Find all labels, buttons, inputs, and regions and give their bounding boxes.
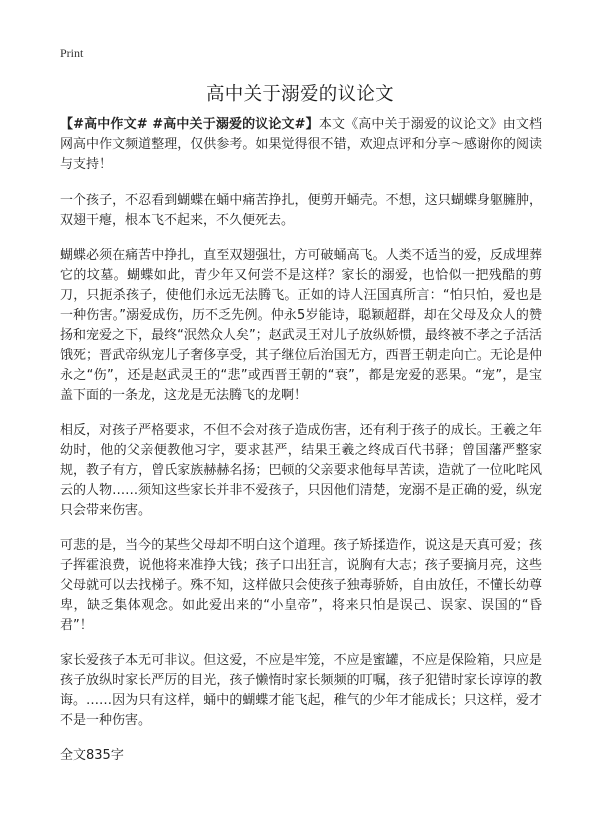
intro-paragraph bbox=[60, 115, 542, 175]
article-tags: 【#高中作文# #高中关于溺爱的议论文#】 bbox=[60, 117, 319, 132]
body-paragraph-3: 相反，对孩子严格要求，不但不会对孩子造成伤害，还有利于孩子的成长。王羲之年幼时，他的父亲便教他习字，要求甚严，结果王羲之终成百代书驿；曾国藩严整家规，教子有方，曾氏家族赫赫名扬；巴顿的父亲要求他每早苦读，造就了一位叱咤风云的人物……须知这些家长并非不爱孩子，只因他们清楚，宠溺不是正确的爱，纵宠只会带来伤害。 bbox=[60, 423, 542, 518]
intro-text: 本文《高中关于溺爱的议论文》由文档网高中作文频道整理，仅供参考。如果觉得很不错，欢迎点评和分享～感谢你的阅读与支持！ bbox=[60, 117, 542, 172]
print-link[interactable]: Print bbox=[60, 46, 84, 60]
article-body bbox=[60, 115, 542, 781]
body-paragraph-2: 蝴蝶必须在痛苦中挣扎，直至双翅强壮，方可破蛹高飞。人类不适当的爱，反成埋葬它的坟墓。蝴蝶如此，青少年又何尝不是这样？家长的溺爱，也恰似一把残酷的剪刀，只扼杀孩子，使他们永远无法腾飞。正如的诗人汪国真所言：“怕只怕，爱也是一种伤害。”溺爱成伤，历不乏先例。仲永5岁能诗，聪颖超群，却在父母及众人的赞扬和宠爱之下，最终“泯然众人矣”；赵武灵王对儿子放纵娇惯，最终被不孝之子活活饿死；晋武帝纵宠儿子奢侈享受，其子继位后治国无方，西晋王朝走向亡。无论是仲永之“伤”，还是赵武灵王的“悲”或西晋王朝的“衰”，都是宠爱的恶果。“宠”，是宝盖下面的一条龙，这龙是无法腾飞的龙啊！ bbox=[60, 248, 542, 403]
body-paragraph-5: 家长爱孩子本无可非议。但这爱，不应是牢笼，不应是蜜罐，不应是保险箱，只应是孩子放纵时家长严厉的目光，孩子懒惰时家长频频的叮嘱，孩子犯错时家长谆谆的教诲。……因为只有这样，蛹中的蝴蝶才能飞起，稚气的少年才能成长；只这样，爱才不是一种伤害。 bbox=[60, 653, 542, 728]
body-paragraph-4: 可悲的是，当今的某些父母却不明白这个道理。孩子矫揉造作，说这是天真可爱；孩子挥霍浪费，说他将来准挣大钱；孩子口出狂言，说胸有大志；孩子要摘月亮，这些父母就可以去找梯子。殊不知，这样做只会使孩子独毒骄娇，自由放任，不懂长幼尊卑，缺乏集体观念。如此爱出来的“小皇帝”，将来只怕是误己、误家、误国的“昏君”！ bbox=[60, 538, 542, 633]
page-title: 高中关于溺爱的议论文 bbox=[205, 84, 394, 105]
body-paragraph-1: 一个孩子，不忍看到蝴蝶在蛹中痛苦挣扎，便剪开蛹壳。不想，这只蝴蝶身躯臃肿，双翅干瘪，根本飞不起来，不久便死去。 bbox=[60, 193, 542, 228]
word-count: 全文835字 bbox=[60, 748, 124, 763]
